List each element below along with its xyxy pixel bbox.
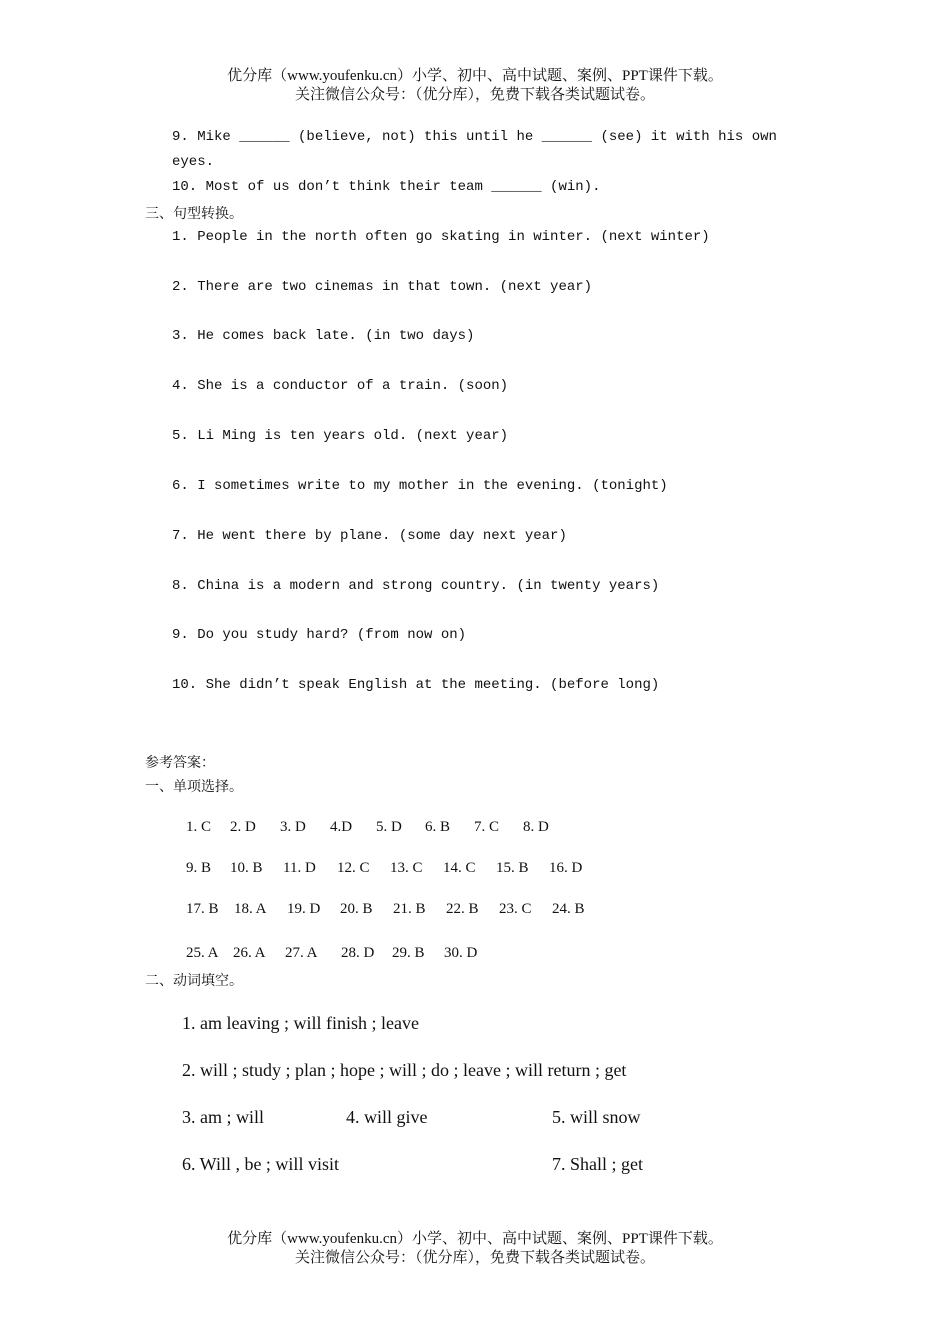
verb-answer-6: 6. Will , be ; will visit xyxy=(182,1154,339,1174)
transform-item-1: 1. People in the north often go skating in winter. (next winter) xyxy=(172,229,710,245)
answer-9: 9. B xyxy=(186,860,212,876)
answer-26: 26. A xyxy=(233,945,266,961)
answer-5: 5. D xyxy=(376,819,402,835)
answer-13: 13. C xyxy=(390,860,423,876)
answer-21: 21. B xyxy=(393,901,426,917)
answers-part-2-title: 二、动词填空。 xyxy=(145,973,243,989)
verb-answer-7: 7. Shall ; get xyxy=(552,1154,643,1174)
answer-24: 24. B xyxy=(552,901,585,917)
section-3-title: 三、句型转换。 xyxy=(145,206,243,222)
answer-23: 23. C xyxy=(499,901,532,917)
answer-28: 28. D xyxy=(341,945,375,961)
answer-7: 7. C xyxy=(474,819,500,835)
verb-answer-2: 2. will ; study ; plan ; hope ; will ; do ; leave ; will return ; get xyxy=(182,1060,627,1080)
answer-25: 25. A xyxy=(186,945,219,961)
answer-30: 30. D xyxy=(444,945,478,961)
transform-item-3: 3. He comes back late. (in two days) xyxy=(172,328,475,344)
answer-4: 4.D xyxy=(330,819,353,835)
transform-item-4: 4. She is a conductor of a train. (soon) xyxy=(172,378,509,394)
verb-answer-1: 1. am leaving ; will finish ; leave xyxy=(182,1013,419,1033)
answer-27: 27. A xyxy=(285,945,318,961)
answer-20: 20. B xyxy=(340,901,373,917)
answer-15: 15. B xyxy=(496,860,529,876)
footer-line-2: 关注微信公众号：（优分库），免费下载各类试题试卷。 xyxy=(294,1250,655,1266)
question-10: 10. Most of us don’t think their team ______ (win). xyxy=(172,179,601,195)
answer-14: 14. C xyxy=(443,860,476,876)
transform-item-2: 2. There are two cinemas in that town. (next year) xyxy=(172,279,593,295)
answer-6: 6. B xyxy=(425,819,451,835)
transform-item-5: 5. Li Ming is ten years old. (next year) xyxy=(172,428,509,444)
transform-item-7: 7. He went there by plane. (some day next year) xyxy=(172,528,567,544)
answers-title: 参考答案： xyxy=(145,755,215,771)
transform-item-10: 10. She didn’t speak English at the meeting. (before long) xyxy=(172,677,660,693)
answer-11: 11. D xyxy=(283,860,316,876)
verb-answer-5: 5. will snow xyxy=(552,1107,641,1127)
transform-item-9: 9. Do you study hard? (from now on) xyxy=(172,627,467,643)
question-9-line-1: 9. Mike ______ (believe, not) this until he ______ (see) it with his own xyxy=(172,129,777,145)
answer-22: 22. B xyxy=(446,901,479,917)
answer-19: 19. D xyxy=(287,901,321,917)
answer-29: 29. B xyxy=(392,945,425,961)
question-9-line-2: eyes. xyxy=(172,154,215,170)
verb-answer-4: 4. will give xyxy=(346,1107,428,1127)
header-line-2: 关注微信公众号：（优分库），免费下载各类试题试卷。 xyxy=(294,87,655,103)
answer-3: 3. D xyxy=(280,819,306,835)
answer-17: 17. B xyxy=(186,901,219,917)
answer-16: 16. D xyxy=(549,860,583,876)
answer-18: 18. A xyxy=(234,901,267,917)
answer-12: 12. C xyxy=(337,860,370,876)
answer-2: 2. D xyxy=(230,819,256,835)
answer-10: 10. B xyxy=(230,860,263,876)
transform-item-6: 6. I sometimes write to my mother in the evening. (tonight) xyxy=(172,478,668,494)
answer-1: 1. C xyxy=(186,819,212,835)
transform-item-8: 8. China is a modern and strong country. (in twenty years) xyxy=(172,578,660,594)
answer-8: 8. D xyxy=(523,819,549,835)
answers-part-1-title: 一、单项选择。 xyxy=(145,779,243,795)
footer-line-1: 优分库（www.youfenku.cn）小学、初中、高中试题、案例、PPT课件下载。 xyxy=(227,1231,723,1247)
verb-answer-3: 3. am ; will xyxy=(182,1107,264,1127)
header-line-1: 优分库（www.youfenku.cn）小学、初中、高中试题、案例、PPT课件下载。 xyxy=(227,68,723,84)
